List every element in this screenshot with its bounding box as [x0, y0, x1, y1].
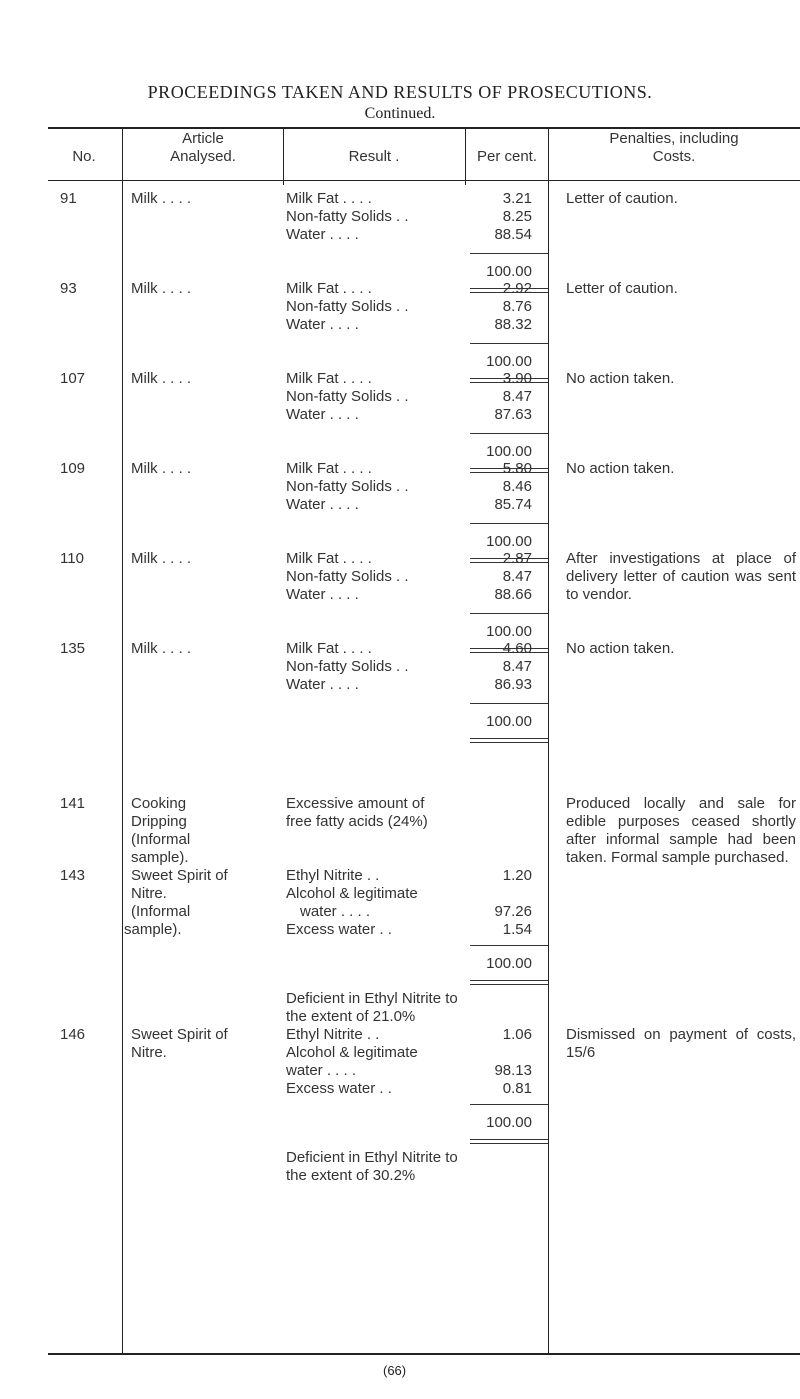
row-146-label-3: Excess water . .: [286, 1080, 392, 1097]
header-percent: Per cent.: [476, 148, 538, 165]
result-value: 2.92: [502, 280, 532, 297]
result-total: 100.00: [486, 443, 532, 460]
col-divider-1: [122, 127, 123, 1353]
row-article: Milk . . . .: [131, 460, 191, 477]
sum-rule: [470, 523, 548, 524]
total-rule: [470, 738, 548, 743]
sum-rule: [470, 253, 548, 254]
row-no: 93: [60, 280, 77, 297]
row-143-value-3: 1.54: [502, 921, 532, 938]
header-no: No.: [72, 148, 96, 165]
row-143-article-2: Nitre.: [131, 885, 167, 902]
result-value: 2.87: [502, 550, 532, 567]
row-146-no: 146: [60, 1026, 86, 1043]
result-value: 88.66: [494, 586, 532, 603]
result-value: 8.46: [502, 478, 532, 495]
result-total: 100.00: [486, 713, 532, 730]
result-label: Water . . . .: [286, 226, 359, 243]
header-result: Result .: [348, 148, 400, 165]
row-143-label-3: Excess water . .: [286, 921, 392, 938]
row-article: Milk . . . .: [131, 280, 191, 297]
result-value: 85.74: [494, 496, 532, 513]
row-146-total: 100.00: [486, 1114, 532, 1131]
row-143-value-1: 1.20: [502, 867, 532, 884]
result-label: Water . . . .: [286, 316, 359, 333]
row-article: Milk . . . .: [131, 370, 191, 387]
row-146-label-2b: water . . . .: [286, 1062, 357, 1079]
sum-rule: [470, 703, 548, 704]
row-143-label-2a: Alcohol & legitimate: [286, 885, 418, 902]
row-article: Milk . . . .: [131, 640, 191, 657]
result-value: 88.54: [494, 226, 532, 243]
row-143-article-1: Sweet Spirit of: [131, 867, 228, 884]
result-label: Milk Fat . . . .: [286, 550, 372, 567]
row-146-article-1: Sweet Spirit of: [131, 1026, 228, 1043]
row-penalty: No action taken.: [566, 370, 675, 387]
table-bottom-rule: [48, 1353, 800, 1355]
result-label: Non-fatty Solids . .: [286, 658, 409, 675]
row-143-note-1: Deficient in Ethyl Nitrite to: [286, 990, 458, 1007]
row-143-note-2: the extent of 21.0%: [286, 1008, 416, 1025]
result-value: 8.47: [502, 658, 532, 675]
row-no: 91: [60, 190, 77, 207]
row-146-label-2a: Alcohol & legitimate: [286, 1044, 418, 1061]
row-penalty: No action taken.: [566, 640, 675, 657]
row-143-label-1: Ethyl Nitrite . .: [286, 867, 380, 884]
row-article: Milk . . . .: [131, 190, 191, 207]
row-146-value-1: 1.06: [502, 1026, 532, 1043]
result-label: Non-fatty Solids . .: [286, 388, 409, 405]
row-141-article-1: Cooking: [131, 795, 187, 812]
result-value: 88.32: [494, 316, 532, 333]
row-143-label-2b: water . . . .: [300, 903, 371, 920]
row-146-label-1: Ethyl Nitrite . .: [286, 1026, 380, 1043]
row-143-value-2: 97.26: [494, 903, 532, 920]
row-146-total-rule: [470, 1139, 548, 1144]
result-total: 100.00: [486, 623, 532, 640]
row-141-penalty: Produced locally and sale for edible purposes ceased shortly after informal sample had been taken. Formal sample purchased.: [566, 795, 796, 866]
result-label: Non-fatty Solids . .: [286, 208, 409, 225]
row-penalty: No action taken.: [566, 460, 675, 477]
col-divider-4: [548, 127, 549, 1353]
result-value: 3.90: [502, 370, 532, 387]
result-value: 87.63: [494, 406, 532, 423]
result-value: 3.21: [502, 190, 532, 207]
sum-rule: [470, 343, 548, 344]
row-143-sum-rule: [470, 945, 548, 946]
result-label: Non-fatty Solids . .: [286, 568, 409, 585]
row-146-article-2: Nitre.: [131, 1044, 167, 1061]
row-146-value-2: 98.13: [494, 1062, 532, 1079]
row-143-article-3: (Informal: [131, 903, 191, 920]
page-number: (66): [383, 1363, 407, 1378]
row-146-note-2: the extent of 30.2%: [286, 1167, 416, 1184]
header-penalty-1: Penalties, including: [609, 130, 739, 147]
result-label: Non-fatty Solids . .: [286, 298, 409, 315]
result-value: 8.25: [502, 208, 532, 225]
result-label: Milk Fat . . . .: [286, 640, 372, 657]
result-label: Water . . . .: [286, 496, 359, 513]
row-146-penalty: Dismissed on payment of costs, 15/6: [566, 1026, 796, 1061]
row-no: 109: [60, 460, 86, 477]
row-penalty: After investigations at place of delivery letter of caution was sent to vendor.: [566, 550, 796, 603]
result-value: 5.80: [502, 460, 532, 477]
row-141-article-2: Dripping: [131, 813, 187, 830]
page-subtitle: Continued.: [364, 105, 436, 122]
row-141-no: 141: [60, 795, 86, 812]
row-141-article-4: sample).: [131, 849, 189, 866]
row-penalty: Letter of caution.: [566, 190, 678, 207]
result-label: Milk Fat . . . .: [286, 460, 372, 477]
row-no: 107: [60, 370, 86, 387]
table-top-rule: [48, 127, 800, 129]
header-bottom-rule: [48, 180, 800, 181]
row-no: 110: [60, 550, 84, 567]
row-146-value-3: 0.81: [502, 1080, 532, 1097]
result-value: 86.93: [494, 676, 532, 693]
sum-rule: [470, 613, 548, 614]
result-value: 8.47: [502, 388, 532, 405]
row-no: 135: [60, 640, 86, 657]
result-total: 100.00: [486, 533, 532, 550]
result-total: 100.00: [486, 263, 532, 280]
result-label: Milk Fat . . . .: [286, 280, 372, 297]
header-penalty-2: Costs.: [652, 148, 696, 165]
row-146-note-1: Deficient in Ethyl Nitrite to: [286, 1149, 458, 1166]
row-143-total: 100.00: [486, 955, 532, 972]
result-value: 4.60: [502, 640, 532, 657]
result-label: Milk Fat . . . .: [286, 190, 372, 207]
row-143-total-rule: [470, 980, 548, 985]
row-article: Milk . . . .: [131, 550, 191, 567]
result-label: Water . . . .: [286, 676, 359, 693]
row-143-article-4: sample).: [124, 921, 182, 938]
result-label: Water . . . .: [286, 406, 359, 423]
row-143-no: 143: [60, 867, 86, 884]
row-146-sum-rule: [470, 1104, 548, 1105]
page-title: PROCEEDINGS TAKEN AND RESULTS OF PROSECUTIONS.: [147, 82, 653, 102]
row-141-article-3: (Informal: [131, 831, 191, 848]
result-label: Non-fatty Solids . .: [286, 478, 409, 495]
result-label: Milk Fat . . . .: [286, 370, 372, 387]
row-141-result-2: free fatty acids (24%): [286, 813, 428, 830]
header-article-1: Article: [182, 130, 224, 147]
result-total: 100.00: [486, 353, 532, 370]
header-article-2: Analysed.: [170, 148, 236, 165]
row-141-result-1: Excessive amount of: [286, 795, 425, 812]
result-value: 8.47: [502, 568, 532, 585]
result-value: 8.76: [502, 298, 532, 315]
row-penalty: Letter of caution.: [566, 280, 678, 297]
sum-rule: [470, 433, 548, 434]
result-label: Water . . . .: [286, 586, 359, 603]
